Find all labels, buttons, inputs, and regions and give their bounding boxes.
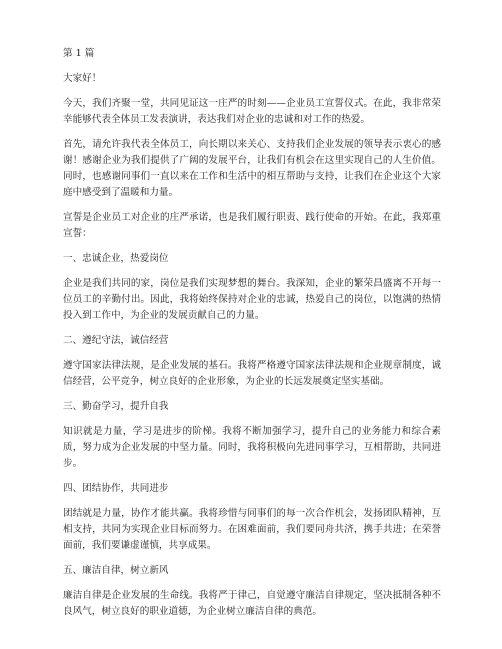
paragraph-oath-intro: 宣誓是企业员工对企业的庄严承诺，也是我们履行职责、践行使命的开始。在此，我郑重宣誓： [63,212,441,239]
section-heading-4: 四、团结协作，共同进步 [63,483,169,494]
section-heading-3: 三、勤奋学习，提升自我 [63,401,169,412]
paragraph-thanks: 首先，请允许我代表全体员工，向长期以来关心、支持我们企业发展的领导表示衷心的感谢！感谢企业为我们提供了广阔的发展平台，让我们有机会在这里实现自己的人生价值。同时，也感谢同事们一直以来在工作和生活中的相互帮助与支持，让我们在企业这个大家庭中感受到了温暖和力量。 [63,139,441,198]
section-body-3: 知识就是力量，学习是进步的阶梯。我将不断加强学习，提升自己的业务能力和综合素质，努力成为企业发展的中坚力量。同时，我将积极向先进同事学习，互相帮助，共同进步。 [63,426,441,469]
section-body-1: 企业是我们共同的家，岗位是我们实现梦想的舞台。我深知，企业的繁荣昌盛离不开每一位员工的辛勤付出。因此，我将始终保持对企业的忠诚，热爱自己的岗位，以饱满的热情投入到工作中，为企业的发展贡献自己的力量。 [63,278,441,321]
section-body-4: 团结就是力量，协作才能共赢。我将珍惜与同事们的每一次合作机会，发扬团队精神，互相支持，共同为实现企业目标而努力。在困难面前，我们要同舟共济，携手共进；在荣誉面前，我们要谦虚谨慎，共享成果。 [63,508,441,551]
document-body [63,46,441,629]
section-body-2: 遵守国家法律法规，是企业发展的基石。我将严格遵守国家法律法规和企业规章制度，诚信经营，公平竞争，树立良好的企业形象，为企业的长远发展奠定坚实基础。 [63,360,441,387]
greeting: 大家好！ [63,73,102,84]
section-heading-1: 一、忠诚企业，热爱岗位 [63,253,169,264]
section-body-5: 廉洁自律是企业发展的生命线。我将严于律己，自觉遵守廉洁自律规定，坚决抵制各种不良风气，树立良好的职业道德，为企业树立廉洁自律的典范。 [63,590,441,617]
chapter-heading: 第 1 篇 [63,48,95,59]
paragraph-intro: 今天，我们齐聚一堂，共同见证这一庄严的时刻——企业员工宣誓仪式。在此，我非常荣幸能够代表全体员工发表演讲，表达我们对企业的忠诚和对工作的热爱。 [63,98,441,125]
section-heading-2: 二、遵纪守法，诚信经营 [63,335,169,346]
section-heading-5: 五、廉洁自律，树立新风 [63,565,169,576]
